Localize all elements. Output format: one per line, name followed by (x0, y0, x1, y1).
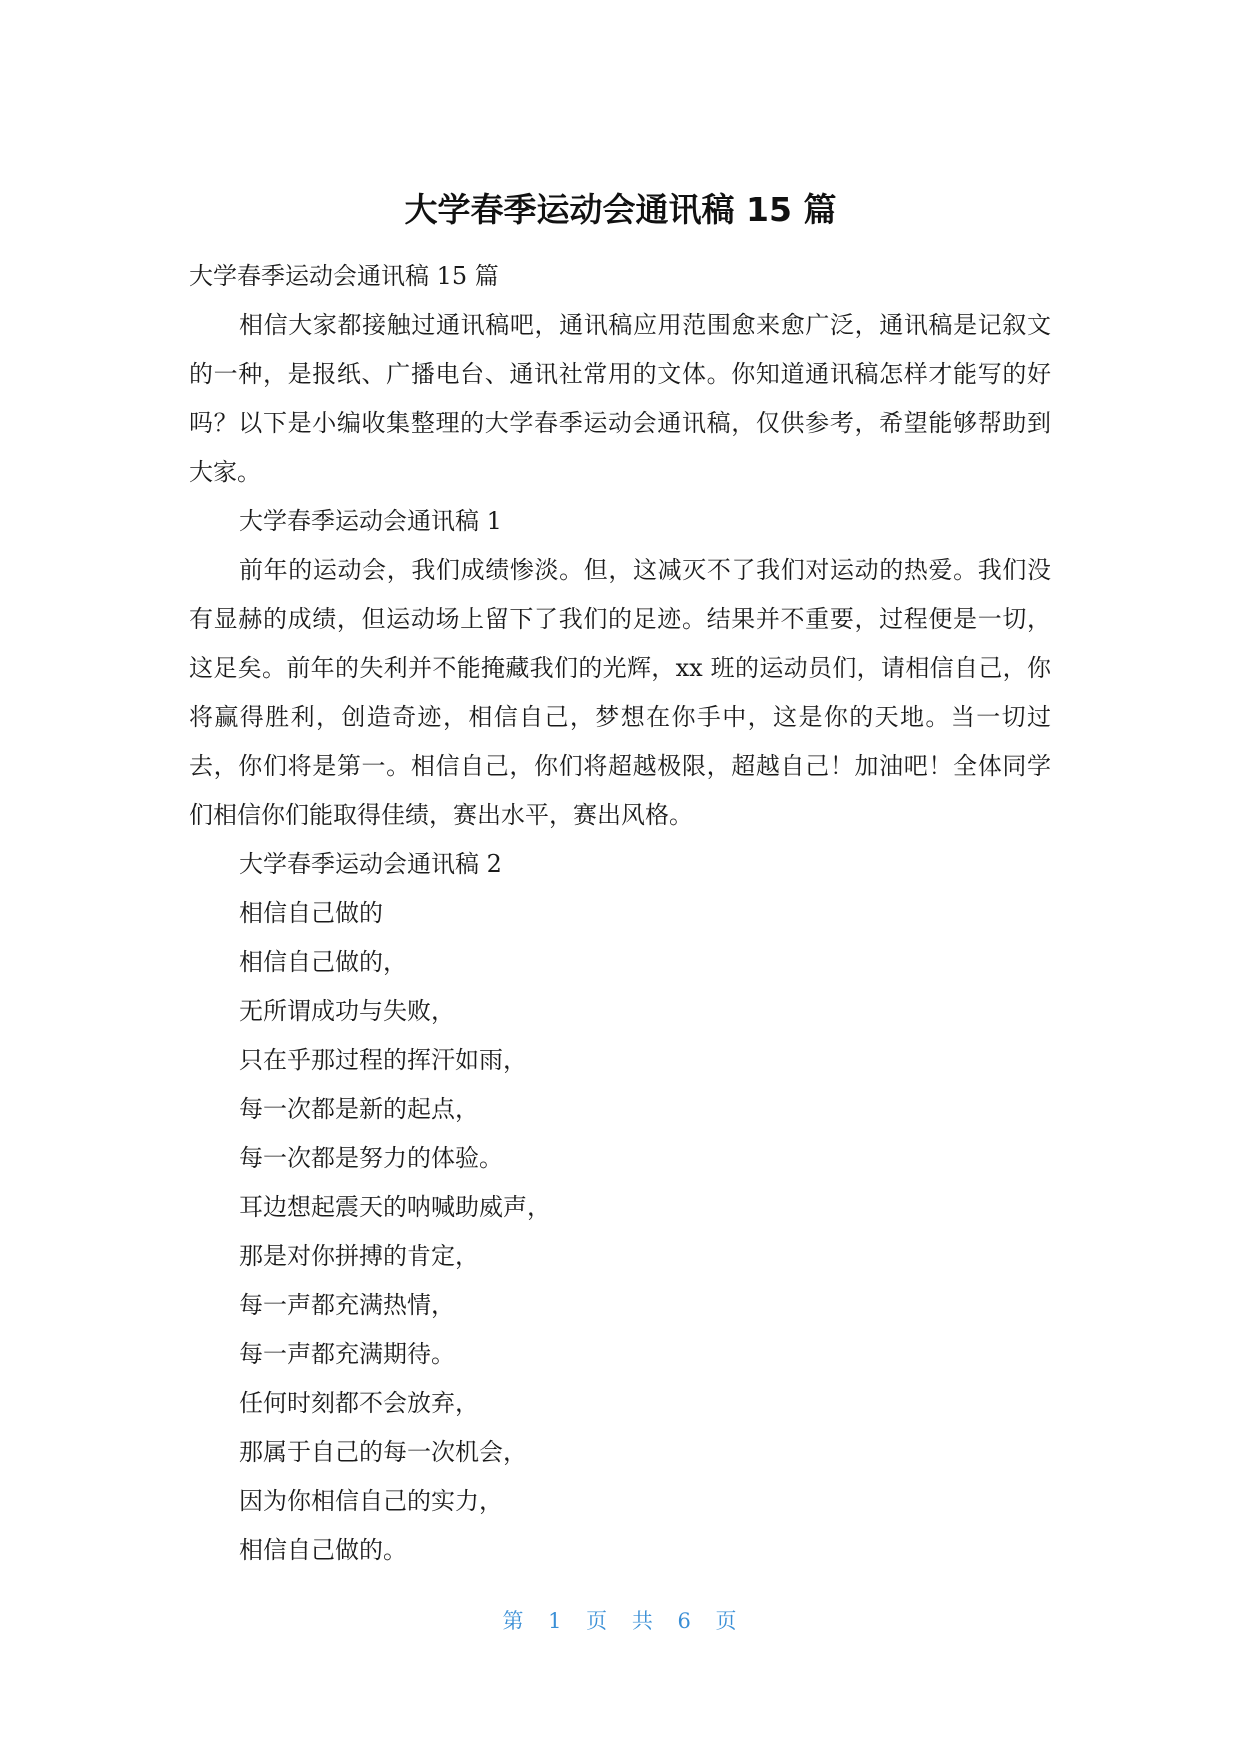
poem-line: 任何时刻都不会放弃， (239, 1389, 479, 1417)
paragraph-subtitle: 大学春季运动会通讯稿 15 篇 (189, 262, 499, 290)
poem-line: 相信自己做的， (239, 948, 407, 976)
paragraph-intro: 相信大家都接触过通讯稿吧，通讯稿应用范围愈来愈广泛，通讯稿是记叙文的一种，是报纸、广播电台、通讯社常用的文体。你知道通讯稿怎样才能写的好吗？以下是小编收集整理的大学春季运动会通讯稿，仅供参考，希望能够帮助到大家。 (189, 311, 1051, 486)
document-body (189, 252, 1051, 1575)
poem-line: 那是对你拼搏的肯定， (239, 1242, 479, 1270)
poem-line: 无所谓成功与失败， (239, 997, 455, 1025)
page-number-footer: 第 1 页 共 6 页 (502, 1609, 739, 1633)
poem-line: 耳边想起震天的呐喊助威声， (239, 1193, 551, 1221)
poem-line: 那属于自己的每一次机会， (239, 1438, 527, 1466)
poem-line: 只在乎那过程的挥汗如雨， (239, 1046, 527, 1074)
poem-line: 每一次都是努力的体验。 (239, 1144, 503, 1172)
poem-line: 每一次都是新的起点， (239, 1095, 479, 1123)
section-heading-2: 大学春季运动会通讯稿 2 (239, 850, 502, 878)
poem-line: 每一声都充满热情， (239, 1291, 455, 1319)
poem-line: 每一声都充满期待。 (239, 1340, 455, 1368)
poem-title: 相信自己做的 (239, 899, 383, 927)
poem-line: 因为你相信自己的实力， (239, 1487, 503, 1515)
document-title: 大学春季运动会通讯稿 15 篇 (404, 190, 837, 229)
poem-line: 相信自己做的。 (239, 1536, 407, 1564)
paragraph-section-1: 前年的运动会，我们成绩惨淡。但，这减灭不了我们对运动的热爱。我们没有显赫的成绩，但运动场上留下了我们的足迹。结果并不重要，过程便是一切，这足矣。前年的失利并不能掩藏我们的光辉，xx 班的运动员们，请相信自己，你将赢得胜利，创造奇迹，相信自己，梦想在你手中，这是你的天地。当一切过去，你们将是第一。相信自己，你们将超越极限，超越自己！加油吧！全体同学们相信你们能取得佳绩，赛出水平，赛出风格。 (189, 556, 1051, 829)
section-heading-1: 大学春季运动会通讯稿 1 (239, 507, 502, 535)
